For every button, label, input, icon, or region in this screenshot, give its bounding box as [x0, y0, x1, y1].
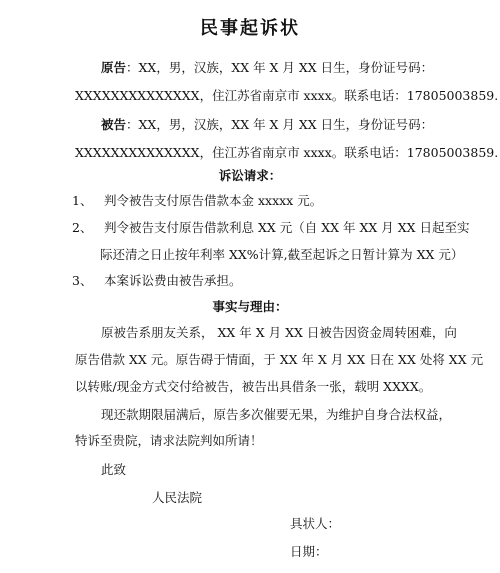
plaintiff-line-2: XXXXXXXXXXXXXX，住江苏省南京市 xxxx。联系电话：17805003859. — [75, 88, 499, 103]
plaintiff-label: 原告 — [101, 60, 127, 75]
plaintiff-line-1 — [101, 58, 500, 76]
claim-number: 3、 — [72, 273, 93, 288]
signer-label: 具状人： — [290, 516, 341, 531]
date-label: 日期： — [290, 544, 328, 559]
claim-number: 2、 — [72, 220, 93, 235]
defendant-line-2: XXXXXXXXXXXXXX，住江苏省南京市 xxxx。联系电话：17805003859. — [75, 145, 499, 160]
document-title: 民事起诉状 — [200, 18, 300, 39]
claim-number: 1、 — [72, 193, 93, 208]
defendant-label: 被告 — [101, 117, 127, 132]
facts-paragraph-line: 原告借款 XX 元。原告碍于情面，于 XX 年 X 月 XX 日在 XX 处将 XX 元 — [75, 352, 484, 367]
facts-paragraph-line: 以转账/现金方式交付给被告，被告出具借条一张，载明 XXXX。 — [75, 379, 432, 394]
facts-heading: 事实与理由： — [212, 299, 288, 314]
facts-paragraph-line: 原被告系朋友关系， XX 年 X 月 XX 日被告因资金周转困难，向 — [101, 325, 457, 340]
defendant-info: ：XX，男，汉族，XX 年 X 月 XX 日生，身份证号码： — [126, 117, 434, 132]
plaintiff-info: ：XX，男，汉族，XX 年 X 月 XX 日生，身份证号码： — [126, 60, 434, 75]
court-name: 人民法院 — [152, 490, 203, 505]
claim-text: 判令被告支付原告借款利息 XX 元（自 XX 年 XX 月 XX 日起至实 — [104, 220, 470, 235]
claim-text: 判令被告支付原告借款本金 xxxxx 元。 — [104, 193, 323, 208]
facts-paragraph-line: 特诉至贵院，请求法院判如所请！ — [75, 433, 263, 448]
claims-heading: 诉讼请求： — [218, 168, 282, 183]
claim-text-continued: 际还清之日止按年利率 XX%计算,截至起诉之日暂计算为 XX 元） — [100, 247, 464, 262]
defendant-line-1 — [101, 115, 500, 133]
claim-text: 本案诉讼费由被告承担。 — [104, 273, 242, 288]
closing-salutation: 此致 — [101, 462, 127, 477]
facts-paragraph-line: 现还款期限届满后，原告多次催要无果，为维护自身合法权益， — [101, 407, 452, 422]
